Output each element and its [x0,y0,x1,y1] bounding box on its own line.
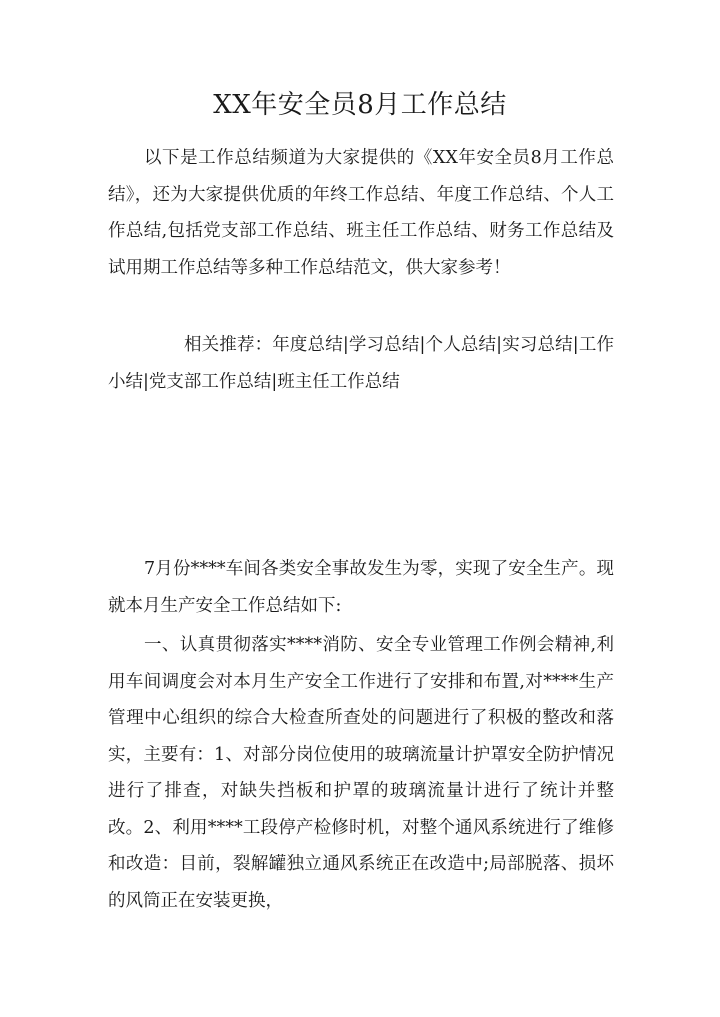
intro-paragraph: 以下是工作总结频道为大家提供的《XX年安全员8月工作总结》，还为大家提供优质的年终工作总结、年度工作总结、个人工作总结,包括党支部工作总结、班主任工作总结、财务工作总结及试用期工作总结等多种工作总结范文，供大家参考！ [108,148,614,278]
body-paragraph-section-one: 一、认真贯彻落实****消防、安全专业管理工作例会精神,利用车间调度会对本月生产安全工作进行了安排和布置,对****生产管理中心组织的综合大检查所查处的问题进行了积极的整改和落实，主要有：1、对部分岗位使用的玻璃流量计护罩安全防护情况进行了排查，对缺失挡板和护罩的玻璃流量计进行了统计并整改。2、利用****工段停产检修时机，对整个通风系统进行了维修和改造：目前，裂解罐独立通风系统正在改造中;局部脱落、损坏的风筒正在安装更换， [108,635,614,911]
related-links-paragraph: 相关推荐：年度总结|学习总结|个人总结|实习总结|工作小结|党支部工作总结|班主任工作总结 [108,335,614,392]
body-paragraph-summary: 7月份****车间各类安全事故发生为零，实现了安全生产。现就本月生产安全工作总结如下: [108,559,614,616]
document-title: XX年安全员8月工作总结 [213,90,507,120]
